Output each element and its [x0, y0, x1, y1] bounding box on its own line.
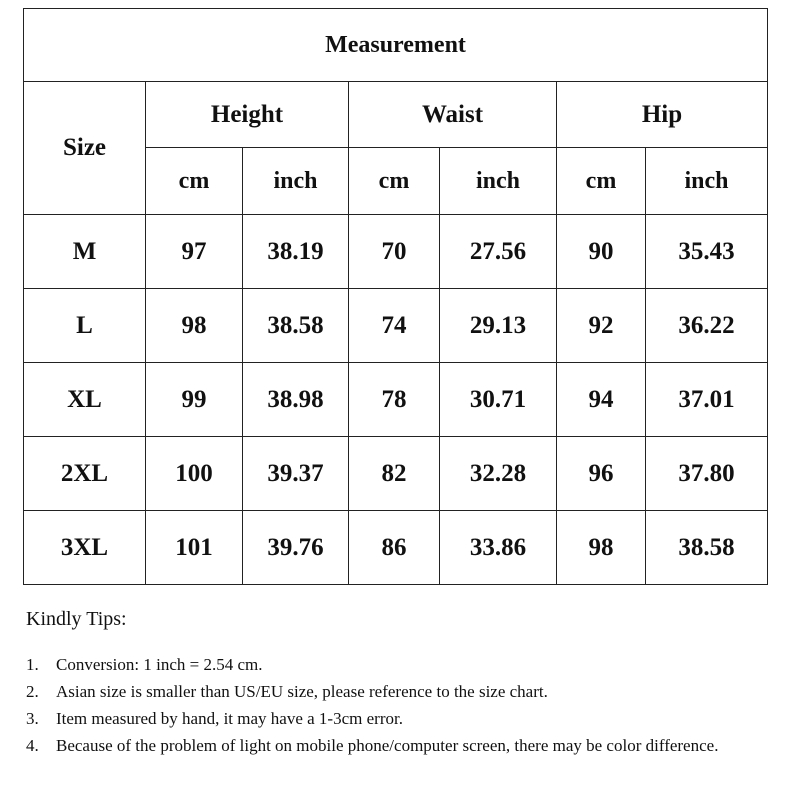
table-row: [24, 215, 768, 289]
table-cell: 92: [557, 289, 646, 363]
unit-header: inch: [440, 148, 557, 215]
table-cell: 98: [146, 289, 243, 363]
table-cell: 36.22: [646, 289, 768, 363]
list-item: [26, 732, 776, 759]
tip-text: Asian size is smaller than US/EU size, please reference to the size chart.: [56, 682, 548, 701]
tip-text: Because of the problem of light on mobile phone/computer screen, there may be color difference.: [56, 736, 719, 755]
tip-number: 4.: [26, 736, 39, 755]
tip-text: Item measured by hand, it may have a 1-3cm error.: [56, 709, 403, 728]
size-label: M: [24, 215, 146, 289]
table-cell: 98: [557, 511, 646, 585]
tip-number: 2.: [26, 682, 39, 701]
group-header-hip: Hip: [557, 82, 768, 148]
table-cell: 70: [349, 215, 440, 289]
size-label: 2XL: [24, 437, 146, 511]
table-cell: 90: [557, 215, 646, 289]
size-header: Size: [24, 82, 146, 215]
list-item: [26, 678, 776, 705]
size-label: 3XL: [24, 511, 146, 585]
table-cell: 37.01: [646, 363, 768, 437]
table-row: [24, 511, 768, 585]
list-item: [26, 705, 776, 732]
unit-header: cm: [349, 148, 440, 215]
size-label: XL: [24, 363, 146, 437]
table-cell: 99: [146, 363, 243, 437]
table-cell: 27.56: [440, 215, 557, 289]
group-header-height: Height: [146, 82, 349, 148]
table-cell: 33.86: [440, 511, 557, 585]
table-row: [24, 363, 768, 437]
kindly-tips: [26, 608, 776, 759]
size-label: L: [24, 289, 146, 363]
table-cell: 74: [349, 289, 440, 363]
table-row: [24, 289, 768, 363]
table-cell: 38.98: [243, 363, 349, 437]
table-cell: 86: [349, 511, 440, 585]
table-cell: 38.58: [646, 511, 768, 585]
table-cell: 78: [349, 363, 440, 437]
table-cell: 35.43: [646, 215, 768, 289]
table-title: Measurement: [24, 9, 768, 82]
list-item: [26, 651, 776, 678]
table-cell: 39.76: [243, 511, 349, 585]
tips-list: [26, 651, 776, 759]
tip-number: 3.: [26, 709, 39, 728]
size-chart-table: [23, 8, 768, 585]
table-cell: 82: [349, 437, 440, 511]
unit-header: inch: [243, 148, 349, 215]
table-cell: 97: [146, 215, 243, 289]
table-cell: 101: [146, 511, 243, 585]
table-cell: 38.58: [243, 289, 349, 363]
table-cell: 37.80: [646, 437, 768, 511]
group-header-waist: Waist: [349, 82, 557, 148]
table-cell: 96: [557, 437, 646, 511]
table-row: [24, 437, 768, 511]
unit-header: cm: [557, 148, 646, 215]
unit-header: inch: [646, 148, 768, 215]
tip-number: 1.: [26, 655, 39, 674]
tips-title: Kindly Tips:: [26, 608, 127, 630]
table-cell: 94: [557, 363, 646, 437]
table-cell: 39.37: [243, 437, 349, 511]
table-cell: 38.19: [243, 215, 349, 289]
table-cell: 29.13: [440, 289, 557, 363]
tip-text: Conversion: 1 inch = 2.54 cm.: [56, 655, 263, 674]
table-cell: 30.71: [440, 363, 557, 437]
unit-header: cm: [146, 148, 243, 215]
table-cell: 32.28: [440, 437, 557, 511]
table-cell: 100: [146, 437, 243, 511]
